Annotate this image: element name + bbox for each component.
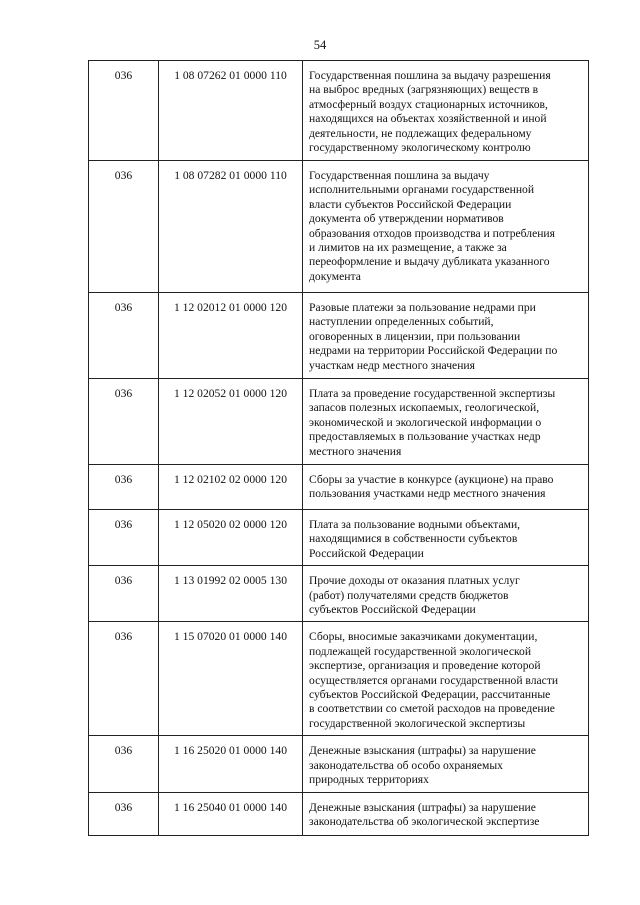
revenue-name-line: предоставляемых в пользование участках недр	[309, 430, 541, 444]
revenue-name-cell	[303, 293, 589, 379]
revenue-name-cell	[303, 622, 589, 736]
revenue-name-line: в соответствии со сметой расходов на проведение	[309, 702, 555, 716]
admin-code-cell: 036	[89, 61, 159, 161]
table-row	[89, 510, 589, 566]
revenue-name-line: деятельности, не подлежащих федеральному	[309, 126, 532, 140]
revenue-name-line: атмосферный воздух стационарных источников,	[309, 97, 548, 111]
revenue-name-line: подлежащей государственной экологической	[309, 644, 532, 658]
table-row	[89, 792, 589, 835]
revenue-name-cell	[303, 379, 589, 465]
revenue-name-line: законодательства об экологической экспертизе	[309, 815, 540, 829]
revenue-name-line: недрами на территории Российской Федерации по	[309, 344, 558, 358]
revenue-codes-table	[88, 60, 589, 836]
revenue-name-line: Российской Федерации	[309, 546, 424, 560]
table-row	[89, 293, 589, 379]
revenue-name-line: наступлении определенных событий,	[309, 315, 494, 329]
revenue-name-line: Прочие доходы от оказания платных услуг	[309, 574, 520, 588]
revenue-name-line: Сборы, вносимые заказчиками документации,	[309, 630, 538, 644]
table-row	[89, 465, 589, 510]
admin-code-cell: 036	[89, 465, 159, 510]
revenue-name-line: исполнительными органами государственной	[309, 183, 535, 197]
revenue-code-cell: 1 12 02052 01 0000 120	[159, 379, 303, 465]
table-row	[89, 161, 589, 293]
revenue-name-cell	[303, 792, 589, 835]
revenue-name-line: субъектов Российской Федерации, рассчитанные	[309, 688, 551, 702]
revenue-name-line: (работ) получателями средств бюджетов	[309, 588, 509, 602]
revenue-name-line: находящихся на объектах хозяйственной и иной	[309, 112, 547, 126]
revenue-name-line: Денежные взыскания (штрафы) за нарушение	[309, 800, 536, 814]
admin-code-cell: 036	[89, 792, 159, 835]
revenue-name-line: осуществляется органами государственной власти	[309, 673, 559, 687]
revenue-code-cell: 1 12 05020 02 0000 120	[159, 510, 303, 566]
revenue-name-cell	[303, 510, 589, 566]
revenue-name-line: государственной экологической экспертизы	[309, 716, 526, 730]
revenue-name-line: экономической и экологической информации о	[309, 415, 542, 429]
table-row	[89, 566, 589, 622]
revenue-name-line: законодательства об особо охраняемых	[309, 758, 503, 772]
admin-code-cell: 036	[89, 736, 159, 792]
admin-code-cell: 036	[89, 293, 159, 379]
revenue-name-line: на выброс вредных (загрязняющих) веществ в	[309, 83, 539, 97]
revenue-name-line: находящимися в собственности субъектов	[309, 532, 518, 546]
revenue-name-line: Государственная пошлина за выдачу	[309, 169, 490, 182]
revenue-name-line: Государственная пошлина за выдачу разрешения	[309, 69, 551, 82]
table-body	[89, 61, 589, 836]
revenue-name-line: документа об утверждении нормативов	[309, 212, 504, 226]
revenue-name-line: экспертизе, организация и проведение которой	[309, 659, 541, 673]
revenue-code-cell: 1 16 25020 01 0000 140	[159, 736, 303, 792]
revenue-code-cell: 1 12 02012 01 0000 120	[159, 293, 303, 379]
table-row	[89, 622, 589, 736]
revenue-name-line: запасов полезных ископаемых, геологической,	[309, 401, 540, 415]
page-number: 54	[313, 38, 327, 52]
revenue-name-line: местного значения	[309, 444, 402, 458]
revenue-name-line: Разовые платежи за пользование недрами при	[309, 301, 536, 314]
revenue-code-cell: 1 16 25040 01 0000 140	[159, 792, 303, 835]
revenue-code-cell: 1 15 07020 01 0000 140	[159, 622, 303, 736]
admin-code-cell: 036	[89, 566, 159, 622]
revenue-name-cell	[303, 736, 589, 792]
revenue-name-line: документа	[309, 269, 361, 283]
revenue-name-line: власти субъектов Российской Федерации	[309, 197, 512, 211]
revenue-code-cell: 1 13 01992 02 0005 130	[159, 566, 303, 622]
revenue-name-line: переоформление и выдачу дубликата указанного	[309, 255, 550, 269]
revenue-name-cell	[303, 465, 589, 510]
revenue-code-cell: 1 08 07262 01 0000 110	[159, 61, 303, 161]
revenue-name-line: Денежные взыскания (штрафы) за нарушение	[309, 744, 536, 758]
revenue-name-line: оговоренных в лицензии, при пользовании	[309, 329, 521, 343]
admin-code-cell: 036	[89, 622, 159, 736]
revenue-name-cell	[303, 61, 589, 161]
revenue-name-line: и лимитов на их размещение, а также за	[309, 241, 507, 255]
revenue-name-line: Плата за проведение государственной экспертизы	[309, 387, 556, 400]
admin-code-cell: 036	[89, 161, 159, 293]
table-row	[89, 379, 589, 465]
admin-code-cell: 036	[89, 510, 159, 566]
revenue-name-line: Плата за пользование водными объектами,	[309, 518, 521, 531]
revenue-name-line: природных территориях	[309, 773, 429, 787]
revenue-name-cell	[303, 161, 589, 293]
revenue-name-line: субъектов Российской Федерации	[309, 603, 476, 617]
revenue-code-cell: 1 12 02102 02 0000 120	[159, 465, 303, 510]
table-row	[89, 736, 589, 792]
revenue-name-line: государственному экологическому контролю	[309, 141, 531, 155]
revenue-name-line: участкам недр местного значения	[309, 358, 475, 372]
revenue-code-cell: 1 08 07282 01 0000 110	[159, 161, 303, 293]
revenue-name-line: пользования участками недр местного значения	[309, 487, 546, 501]
revenue-name-line: образования отходов производства и потребления	[309, 226, 555, 240]
revenue-name-cell	[303, 566, 589, 622]
table-row	[89, 61, 589, 161]
admin-code-cell: 036	[89, 379, 159, 465]
revenue-name-line: Сборы за участие в конкурсе (аукционе) на право	[309, 473, 554, 486]
